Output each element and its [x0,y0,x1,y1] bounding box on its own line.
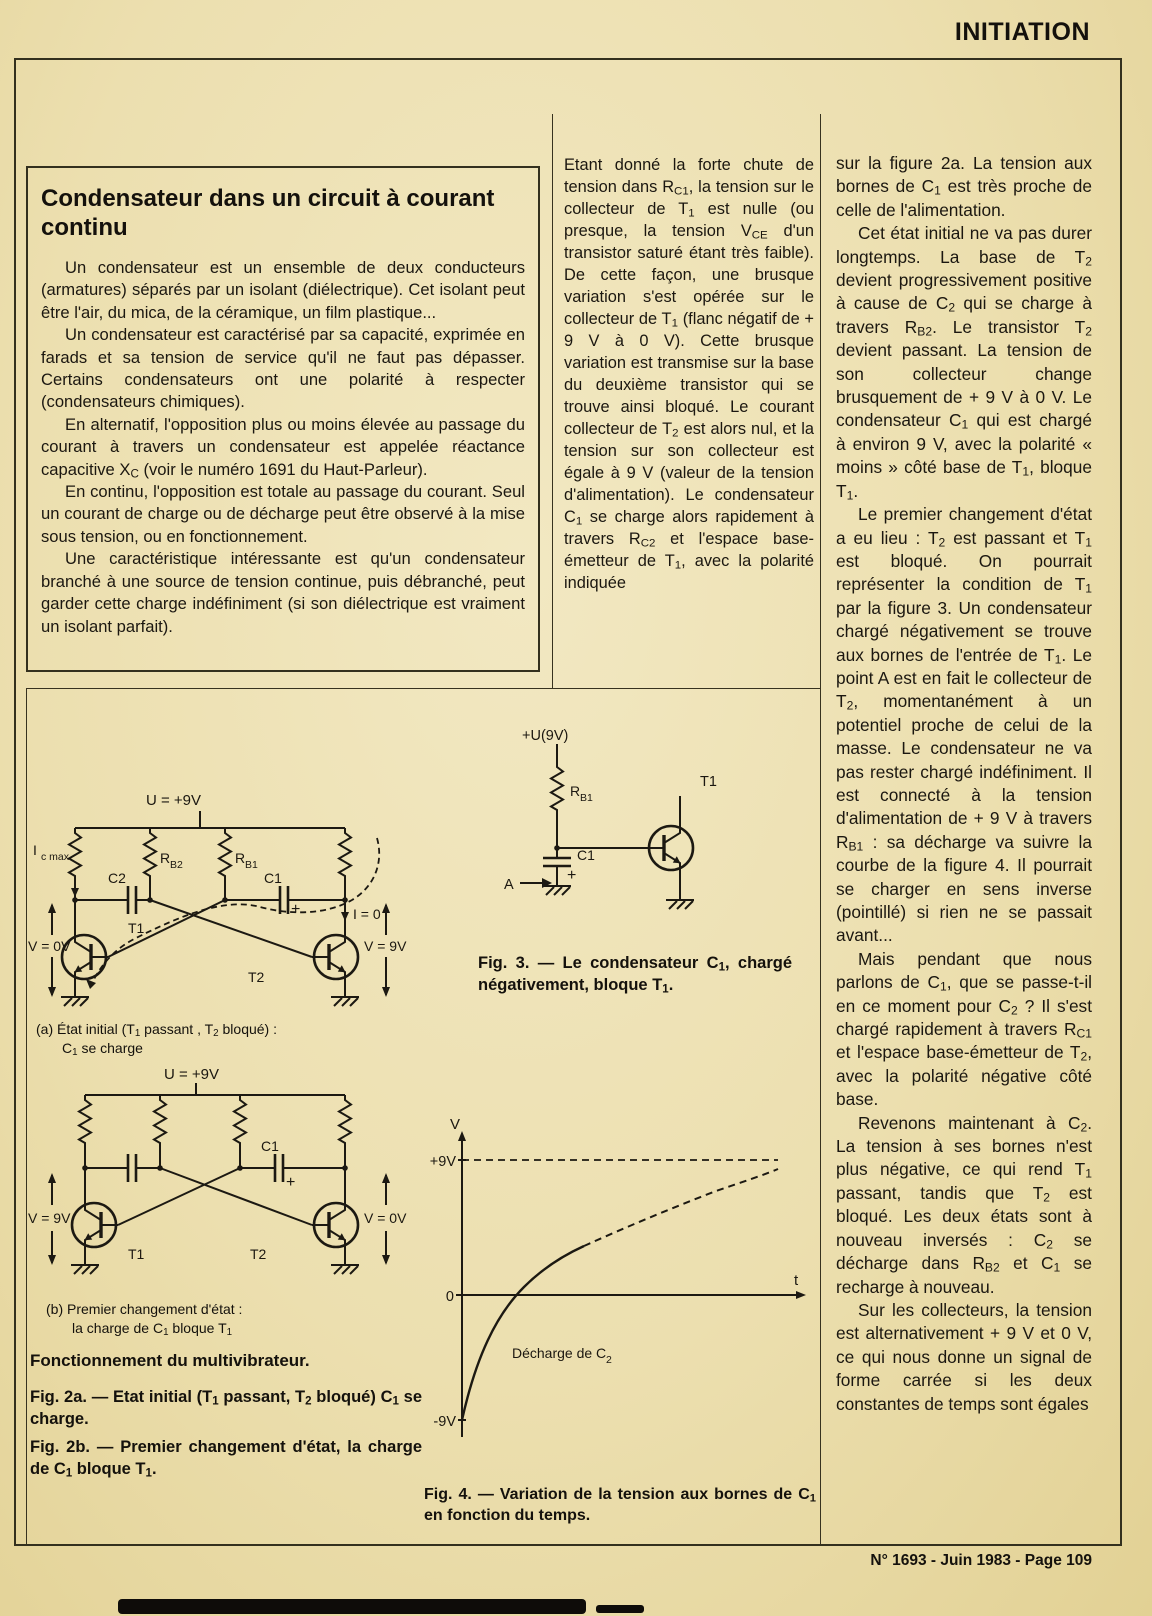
t1-label: T1 [700,774,717,790]
i-zero-label: I = 0 [353,906,381,922]
resistor [79,1095,91,1148]
resistor-rb1 [219,828,231,881]
transistor-t2 [312,931,358,983]
capacitor-c2 [128,886,136,914]
resistor-rc2 [339,828,351,881]
c1-label: C1 [264,870,282,886]
fig2a-note: (a) État initial ($T_1$ passant , $T_2$ bloqué) : $C_1$ se charge [36,1021,277,1059]
zero-label: 0 [445,1289,454,1305]
capacitor-c2 [128,1154,136,1182]
ground-symbol [543,886,571,895]
resistor-rb1 [551,762,563,815]
body-paragraph: Le premier changement d'état a eu lieu : $T_2$ est passant et $T_1$ est bloqué. On pourrait représenter la condition de $T_1$ par la figure 3. Un condensateur chargé négativement se trouve aux bornes de l'entrée de $T_1$. Le point A est en fait le collecteur de $T_2$, momentanément à un potentiel proche de celui de la masse. Le condensateur ne va pas rester chargé indéfiniment. Il est connecté à la tension d'alimentation de + 9 V à travers $R_{B1}$ : sa décharge va suivre la courbe de la figure 4. Il pourrait se charger en sens inverse (pointillé) si rien ne se passait avant... [836,504,1092,946]
fig4-axis-arrows [458,1131,806,1299]
capacitor-c1 [275,1154,283,1182]
node-a-label: A [504,877,514,893]
caption-fig2a: Fig. 2a. — Etat initial ($T_1$ passant, $T_2$ bloqué) $C_1$ se charge. [30,1388,422,1428]
resistor-rb2 [144,828,156,881]
plus9-label: +9V [429,1154,456,1170]
v-axis-label: V [450,1116,461,1133]
article-intro-box [26,166,540,672]
body-paragraph: Sur les collecteurs, la tension est alternativement + 9 V et 0 V, ce qui nous donne un signal de forme carrée si les deux constantes de temps sont égales [836,1299,1092,1414]
caption-multivibrator: Fonctionnement du multivibrateur. [30,1351,310,1370]
caption-fig4: Fig. 4. — Variation de la tension aux bornes de $C_1$ en fonction du temps. [424,1486,816,1524]
body-paragraph: Etant donné la forte chute de tension dans $R_{C1}$, la tension sur le collecteur de $T_1$ est nulle (ou presque, la tension $V_{CE}$ d'un transistor saturé étant très faible). De cette façon, une brusque variation s'est opérée sur le collecteur de $T_1$ (flanc négatif de + 9 V à 0 V). Cette brusque variation est transmise sur la base du deuxième transistor qui se trouve ainsi bloqué. Le courant collecteur de $T_2$ est alors nul, et la tension sur son collecteur est égale à 9 V (valeur de la tension d'alimentation). Le condensateur $C_1$ se charge alors rapidement à travers $R_{C2}$ et l'espace base-émetteur de $T_1$, avec la polarité indiquée [564,156,814,592]
fig3-labels [504,728,717,893]
capacitor-c1 [280,886,288,914]
supply-label: +U(9V) [522,728,569,744]
intro-paragraph: Un condensateur est un ensemble de deux conducteurs (armatures) séparés par un isolant (diélectrique). Cet isolant peut être l'air, du mica, de la céramique, un film plastique... [41,258,525,322]
discharge-label: Décharge de C [512,1345,607,1361]
svg-text:B2: B2 [170,859,183,871]
scan-artifact [118,1599,586,1614]
svg-text:B1: B1 [580,792,593,804]
svg-text:c max: c max [41,851,70,863]
fig2a-components [61,828,359,1006]
svg-text:B1: B1 [245,859,258,871]
text-column-right [836,152,1092,1544]
intro-paragraph: En alternatif, l'opposition plus ou moins élevée au passage du courant à travers un condensateur est appelée réactance capacitive $X_C$ (voir le numéro 1691 du Haut-Parleur). [41,414,525,481]
transistor-t1 [72,1199,118,1251]
icmax-label: I [33,842,37,858]
fig2a-labels [28,792,407,985]
ground-symbol [61,997,89,1006]
rb1-label: R [235,850,246,866]
figure-region-left-rule [26,688,27,1544]
supply-label: U = +9V [146,792,202,809]
scan-artifact [596,1605,644,1613]
fig2b-note: (b) Premier changement d'état : la charge de $C_1$ bloque $T_1$ [46,1301,243,1339]
v-right-label: V = 0V [364,1210,407,1226]
t1-label: T1 [128,920,145,936]
ground-symbol [666,900,694,909]
t2-label: T2 [248,969,265,985]
section-header: INITIATION [954,18,1090,46]
ground-symbol [71,1265,99,1274]
resistor [154,1095,166,1148]
v-left-label: V = 9V [28,1210,71,1226]
figure-region-top-rule [26,688,820,689]
rb1-label: R [570,783,581,799]
fig2a-multivibrator-diagram [28,695,458,1017]
plus-label: + [286,1174,296,1191]
v-right-label: V = 9V [364,938,407,954]
article-title: Condensateur dans un circuit à courant continu [41,185,495,241]
text-column-middle [564,154,814,688]
fig2b-multivibrator-diagram [28,1063,461,1291]
intro-paragraph: En continu, l'opposition est totale au passage du courant. Seul un courant de charge ou de décharge peut être observé à la mise sous tension, ou en fonctionnement. [41,482,525,546]
fig4-curve-dashed [584,1169,778,1246]
intro-paragraph: Une caractéristique intéressante est qu'un condensateur branché à une source de tension continue, puis débranché, peut garder cette charge indéfiniment (si son diélectrique est vraiment un isolant parfait). [41,549,525,636]
transistor-t2 [312,1199,358,1251]
resistor-rc1 [69,828,81,881]
ground-symbol [331,1265,359,1274]
t-axis-label: t [794,1272,799,1289]
body-paragraph: Cet état initial ne va pas durer longtemps. La base de $T_2$ devient progressivement positive à cause de $C_2$ qui se charge à travers $R_{B2}$. Le transistor $T_2$ devient passant. La tension de son collecteur change brusquement de + 9 V à 0 V. Le condensateur $C_1$ qui est chargé à environ 9 V, avec la polarité « moins » côté base de $T_1$, bloque $T_1$. [836,223,1092,503]
transistor-t1 [647,822,693,874]
capacitor-c1 [543,858,571,866]
fig3-wires [520,744,680,900]
fig4-curve-solid [462,1246,584,1420]
plus-label: + [291,901,301,918]
fig2b-components [71,1095,359,1274]
rb2-label: R [160,850,171,866]
minus9-label: -9V [433,1414,456,1430]
caption-fig3: Fig. 3. — Le condensateur $C_1$, chargé négativement, bloque $T_1$. [478,954,792,996]
fig3-circuit-diagram [470,700,810,940]
fig4-discharge-graph [420,1105,820,1457]
fig4-axes [456,1135,802,1437]
body-paragraph: sur la figure 2a. La tension aux bornes de $C_1$ est très proche de celle de l'alimentation. [836,153,1092,220]
t2-label: T2 [250,1246,267,1262]
t1-label: T1 [128,1246,145,1262]
page-footer: N° 1693 - Juin 1983 - Page 109 [870,1552,1092,1569]
body-paragraph: Revenons maintenant à $C_2$. La tension à ses bornes n'est plus négative, ce qui rend $T_1$ passant, tandis que $T_2$ est bloqué. Les deux états sont à nouveau inversés : $C_2$ se décharge dans $R_{B2}$ et $C_1$ se recharge à nouveau. [836,1112,1092,1297]
resistor [234,1095,246,1148]
column-divider-1 [552,114,553,688]
fig4-labels [430,1116,799,1430]
column-divider-2 [820,114,821,1544]
c2-label: C2 [108,870,126,886]
v-left-label: V = 0V [28,938,71,954]
intro-paragraph: Un condensateur est caractérisé par sa capacité, exprimée en farads et sa tension de service qu'il ne faut pas dépasser. Certains condensateurs ont une polarité à respecter (condensateurs chimiques). [41,325,525,412]
c1-label: C1 [261,1138,279,1154]
body-paragraph: Mais pendant que nous parlons de $C_1$, que se passe-t-il en ce moment pour $C_2$ ? Il s'est chargé rapidement à travers $R_{C1}$ et l'espace base-émetteur de $T_2$, avec la polarité négative côté base. [836,948,1092,1110]
caption-fig2b: Fig. 2b. — Premier changement d'état, la charge de $C_1$ bloque $T_1$. [30,1438,422,1480]
c1-label: C1 [577,847,595,863]
svg-text:2: 2 [606,1354,612,1366]
supply-label: U = +9V [164,1066,220,1083]
fig3-components [543,762,694,909]
plus-label: + [567,867,577,884]
ground-symbol [331,997,359,1006]
resistor [339,1095,351,1148]
